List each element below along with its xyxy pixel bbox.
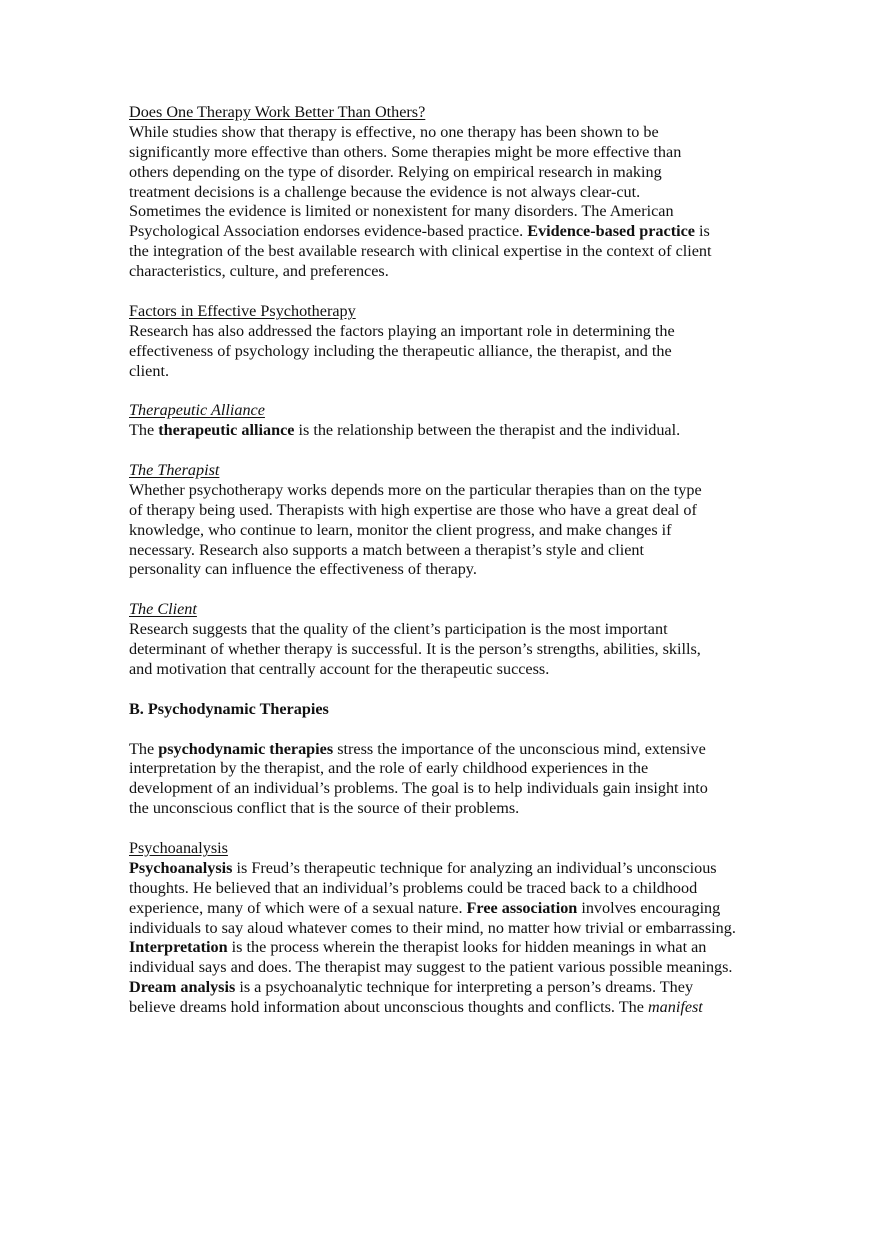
paragraph-line: characteristics, culture, and preferences. [129,262,389,281]
term-free-association: Free association [466,898,578,917]
paragraph-line: Sometimes the evidence is limited or nonexistent for many disorders. The American [129,202,674,221]
paragraph-line: thoughts. He believed that an individual’s problems could be traced back to a childhood [129,878,698,897]
term-manifest: manifest [647,998,703,1017]
section-heading-psychoanalysis: Psychoanalysis [129,838,228,857]
paragraph-line: individual says and does. The therapist may suggest to the patient various possible meanings. [129,958,733,977]
paragraph-line: Research suggests that the quality of the client’s participation is the most important [129,620,668,639]
paragraph-line: necessary. Research also supports a match between a therapist’s style and client [129,540,644,559]
paragraph-line: treatment decisions is a challenge because the evidence is not always clear-cut. [129,182,641,201]
paragraph-line: Psychological Association endorses evidence-based practice. Evidence-based practice is [129,222,710,241]
paragraph-line: others depending on the type of disorder. Relying on empirical research in making [129,162,662,181]
term-psychoanalysis: Psychoanalysis [129,858,233,877]
paragraph-line: significantly more effective than others. Some therapies might be more effective than [129,142,682,161]
section-heading-psychodynamic: B. Psychodynamic Therapies [129,699,329,718]
paragraph-line: Interpretation is the process wherein the therapist looks for hidden meanings in what an [129,938,707,957]
paragraph-line: The psychodynamic therapies stress the importance of the unconscious mind, extensive [129,739,706,758]
subheading-therapeutic-alliance: Therapeutic Alliance [129,401,265,420]
section-heading-therapy-comparison: Does One Therapy Work Better Than Others? [129,103,426,121]
term-psychodynamic-therapies: psychodynamic therapies [158,739,334,758]
document-page [129,103,789,1018]
paragraph-line: effectiveness of psychology including the therapeutic alliance, the therapist, and the [129,341,672,360]
paragraph-line: development of an individual’s problems. The goal is to help individuals gain insight into [129,779,708,798]
paragraph-line: individuals to say aloud whatever comes to their mind, no matter how trivial or embarrassing. [129,918,736,937]
paragraph-line: The therapeutic alliance is the relationship between the therapist and the individual. [129,421,681,440]
paragraph-line: interpretation by the therapist, and the role of early childhood experiences in the [129,759,649,778]
paragraph-line: the integration of the best available research with clinical expertise in the context of client [129,242,712,261]
subheading-the-client: The Client [129,600,197,619]
paragraph-line: the unconscious conflict that is the source of their problems. [129,799,520,818]
paragraph-line: experience, many of which were of a sexual nature. Free association involves encouraging [129,898,721,917]
paragraph-line: personality can influence the effectiveness of therapy. [129,560,477,579]
paragraph-line: believe dreams hold information about unconscious thoughts and conflicts. The manifest [129,998,703,1017]
term-interpretation: Interpretation [129,938,228,957]
paragraph-line: Dream analysis is a psychoanalytic technique for interpreting a person’s dreams. They [129,978,694,997]
paragraph-line: Psychoanalysis is Freud’s therapeutic technique for analyzing an individual’s unconscious [129,858,717,877]
section-heading-factors: Factors in Effective Psychotherapy [129,301,356,320]
paragraph-line: of therapy being used. Therapists with high expertise are those who have a great deal of [129,500,697,519]
paragraph-line: and motivation that centrally account for the therapeutic success. [129,659,550,678]
term-dream-analysis: Dream analysis [129,978,236,997]
term-therapeutic-alliance: therapeutic alliance [158,421,295,440]
paragraph-line: While studies show that therapy is effective, no one therapy has been shown to be [129,122,659,141]
subheading-the-therapist: The Therapist [129,461,220,480]
paragraph-line: knowledge, who continue to learn, monitor the client progress, and make changes if [129,520,672,539]
paragraph-line: determinant of whether therapy is successful. It is the person’s strengths, abilities, skills, [129,640,701,659]
paragraph-line: Research has also addressed the factors playing an important role in determining the [129,321,675,340]
term-evidence-based-practice: Evidence-based practice [527,222,695,241]
paragraph-line: Whether psychotherapy works depends more on the particular therapies than on the type [129,480,702,499]
paragraph-line: client. [129,361,170,380]
